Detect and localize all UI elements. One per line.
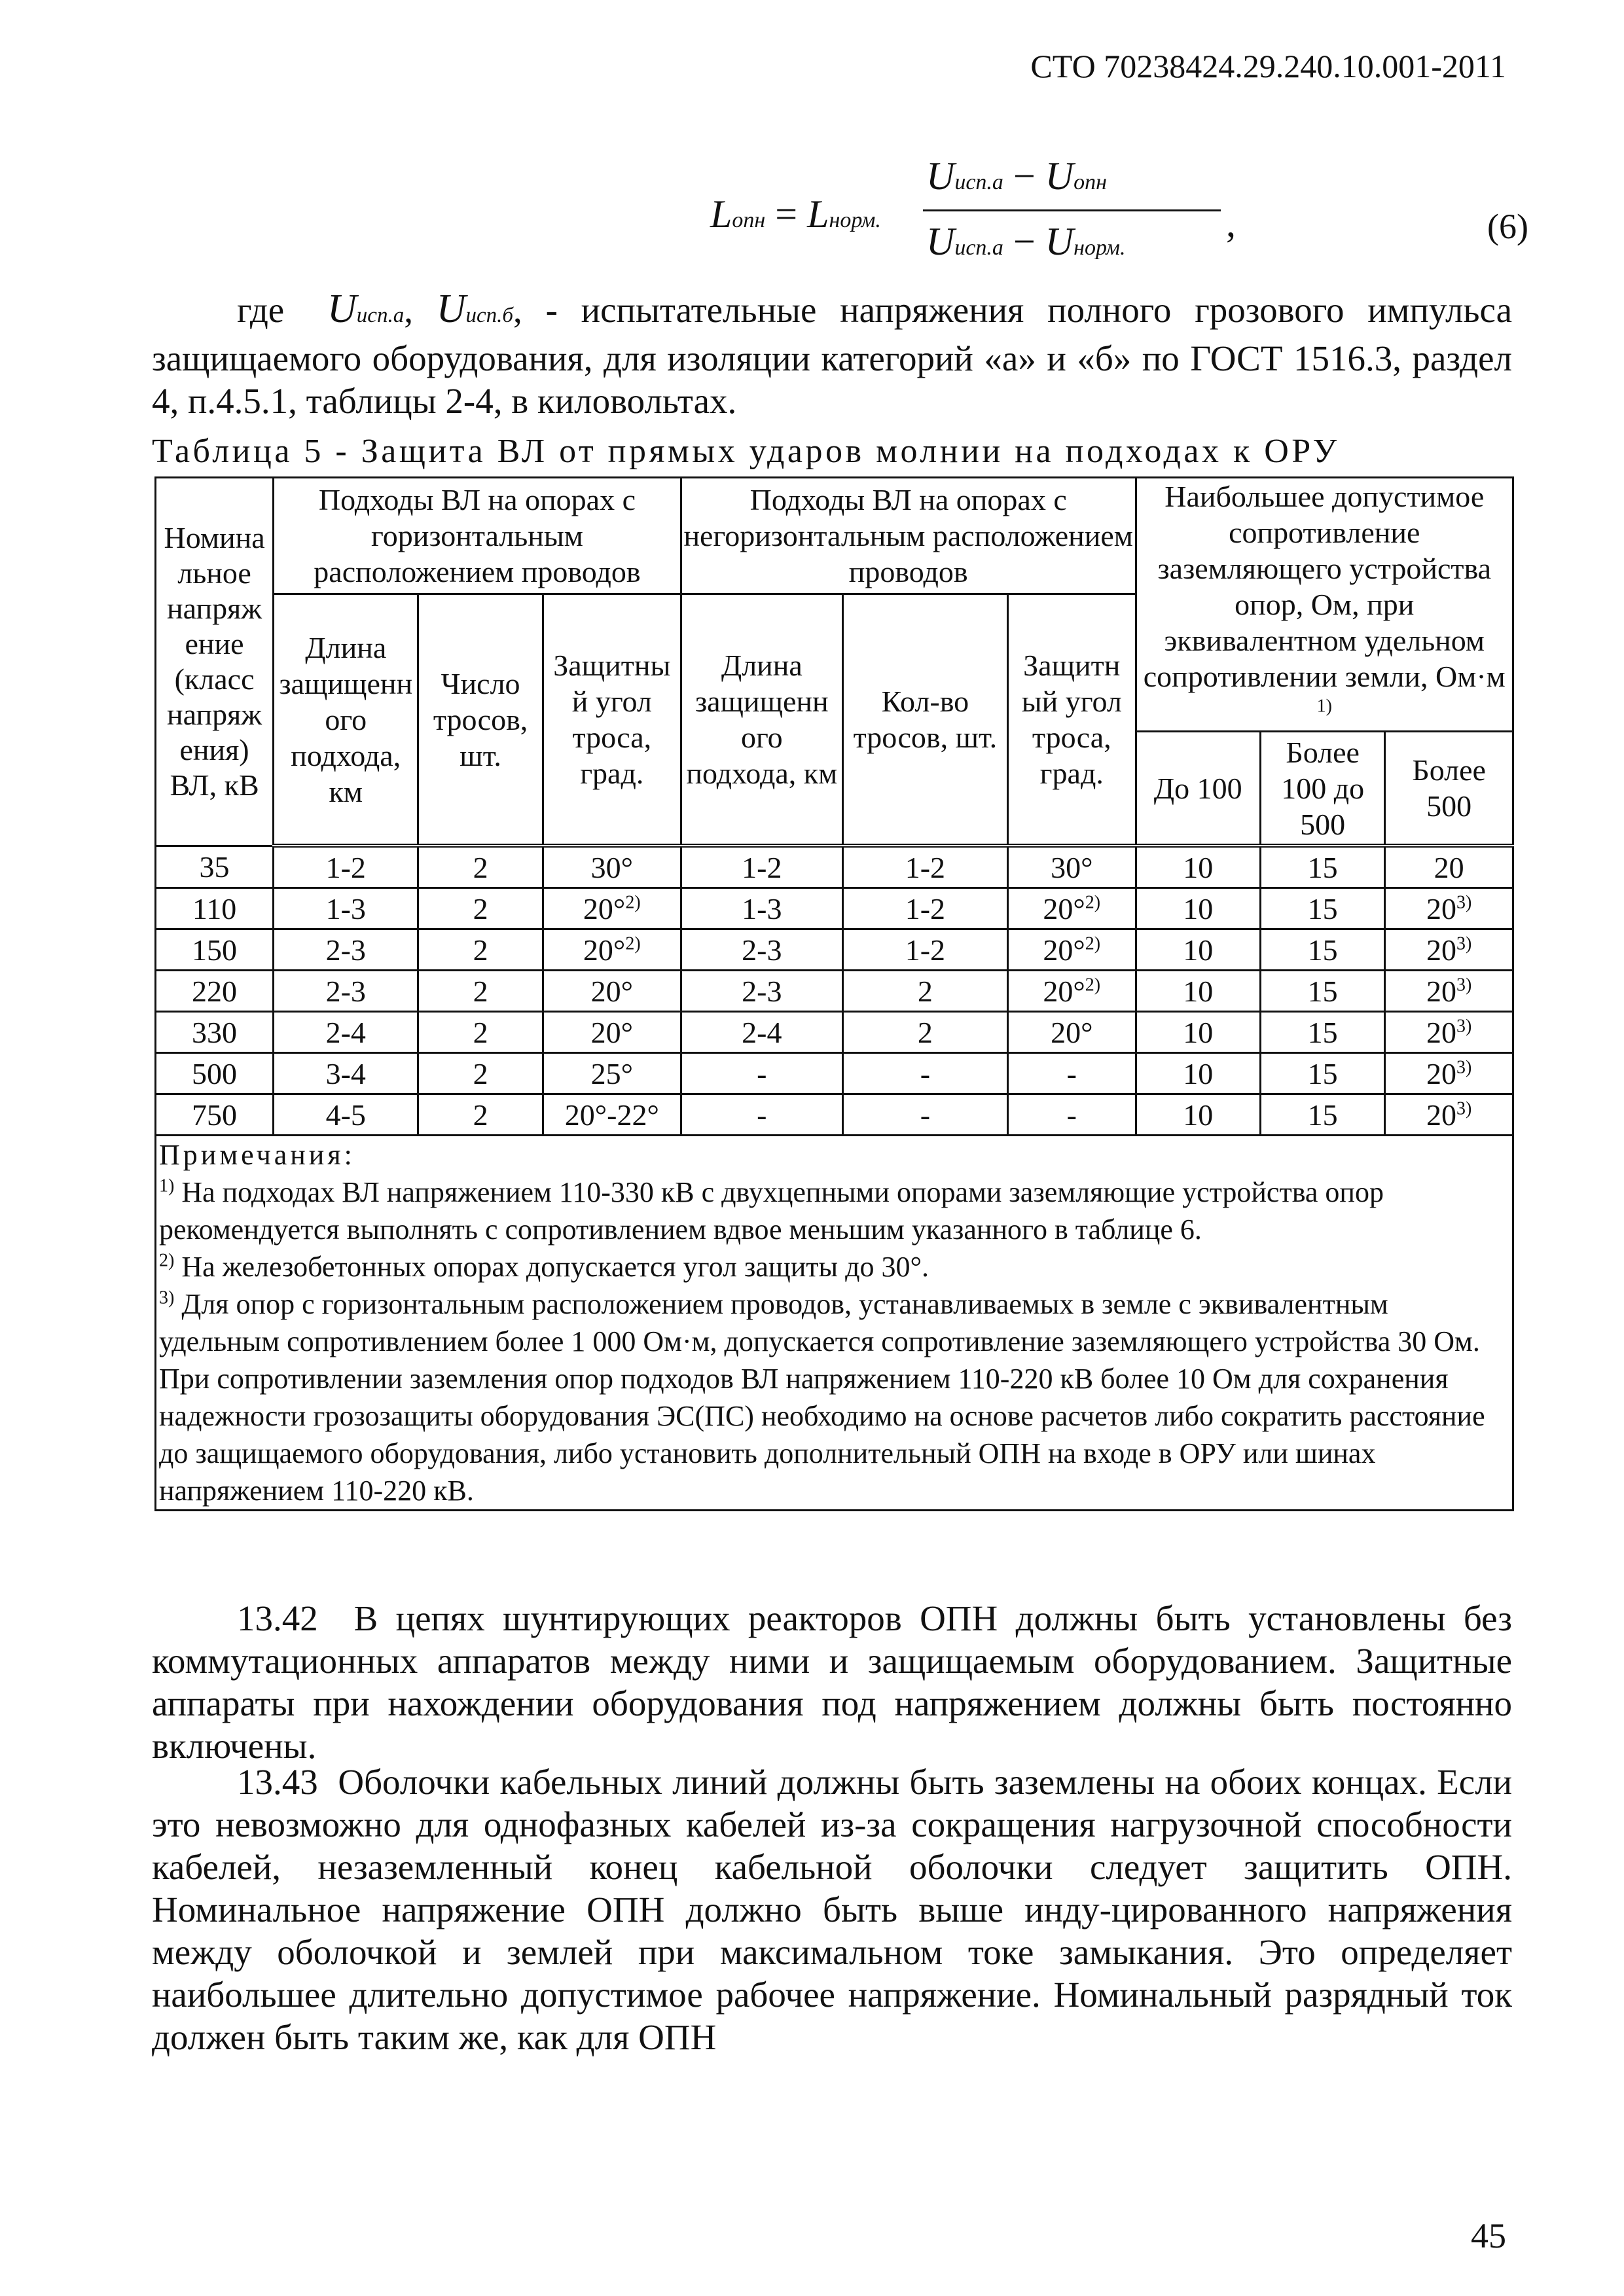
note3-text: Для опор с горизонтальным расположением проводов, устанавливаемых в земле с эквивалентным удельным сопротивлением более 1 000 Ом·м, допускается сопротивление заземляющего устройства 30 Ом. (159, 1288, 1480, 1357)
cell-h-angle-footnote: 2) (625, 892, 641, 913)
cell-n-angle (1007, 1053, 1136, 1094)
cell-r-100-500-value: 15 (1307, 974, 1338, 1008)
cell-r-over500-value: 20 (1426, 933, 1457, 967)
cell-n-cables-value: 2 (917, 974, 933, 1008)
cell-n-angle-footnote: 2) (1085, 892, 1101, 913)
note3-mark: 3) (159, 1287, 175, 1308)
cell-h-cables (418, 1094, 543, 1136)
cell-r-over500-value: 20 (1426, 1098, 1457, 1132)
note2-mark: 2) (159, 1250, 175, 1271)
cell-h-cables (418, 846, 543, 888)
table-row (156, 1012, 1513, 1053)
cell-voltage-value: 110 (192, 891, 237, 925)
cell-n-cables-value: - (920, 1098, 931, 1132)
cell-r-over500 (1385, 1094, 1513, 1136)
cell-n-length (681, 846, 842, 888)
cell-voltage-value: 750 (192, 1098, 238, 1132)
cell-r-upto100-value: 10 (1183, 891, 1214, 925)
cell-r-upto100-value: 10 (1183, 1015, 1214, 1049)
table-row (156, 846, 1513, 888)
cell-h-angle-value: 20° (590, 974, 633, 1008)
cell-n-length (681, 929, 842, 971)
header-n-length: Длина защищенн ого подхода, км (681, 594, 842, 846)
header-r-over500: Более 500 (1385, 732, 1513, 846)
cell-n-cables-value: 1-2 (905, 933, 946, 967)
protection-table (154, 476, 1514, 1511)
cell-n-cables-value: 2 (917, 1015, 933, 1049)
section-13-43 (152, 1761, 1512, 2058)
where-u-a: U (327, 287, 357, 331)
header-h-length: Длина защищенн ого подхода, км (274, 594, 418, 846)
equation-number: (6) (1487, 207, 1528, 246)
cell-h-length-value: 2-4 (325, 1015, 366, 1049)
cell-r-over500 (1385, 1053, 1513, 1094)
cell-n-angle (1007, 971, 1136, 1012)
header-resistance-sup: 1) (1316, 696, 1332, 717)
cell-h-cables (418, 1053, 543, 1094)
where-u-b-sub: исп.б (465, 304, 514, 327)
cell-r-upto100 (1136, 1053, 1260, 1094)
cell-r-upto100-value: 10 (1183, 933, 1214, 967)
formula-denominator (926, 219, 1126, 264)
cell-n-cables (842, 888, 1007, 929)
cell-voltage (156, 971, 274, 1012)
cell-r-upto100 (1136, 888, 1260, 929)
cell-n-length (681, 888, 842, 929)
cell-r-over500 (1385, 1012, 1513, 1053)
cell-r-upto100 (1136, 1012, 1260, 1053)
cell-voltage-value: 500 (192, 1056, 238, 1090)
cell-r-upto100-value: 10 (1183, 1098, 1214, 1132)
header-group-resistance (1136, 478, 1513, 732)
cell-voltage-value: 220 (192, 974, 238, 1008)
cell-r-upto100-value: 10 (1183, 850, 1214, 884)
cell-n-length-value: 1-3 (742, 891, 782, 925)
cell-h-angle (543, 1012, 681, 1053)
cell-voltage (156, 1094, 274, 1136)
cell-h-length-value: 4-5 (325, 1098, 366, 1132)
cell-r-upto100-value: 10 (1183, 1056, 1214, 1090)
cell-n-cables-value: 1-2 (905, 850, 946, 884)
cell-r-upto100 (1136, 929, 1260, 971)
cell-h-angle (543, 846, 681, 888)
header-resistance-text: Наибольшее допустимое сопротивление заземляющего устройства опор, Ом, при эквивалентном удельном сопротивлении земли, Ом·м (1143, 480, 1506, 693)
formula-comma: , (1226, 202, 1236, 245)
cell-r-over500-footnote: 3) (1456, 1016, 1472, 1037)
cell-n-cables-value: 1-2 (905, 891, 946, 925)
cell-n-angle-value: - (1066, 1098, 1077, 1132)
page-number: 45 (1471, 2216, 1506, 2255)
cell-r-over500-footnote: 3) (1456, 1098, 1472, 1119)
cell-n-angle (1007, 888, 1136, 929)
cell-r-100-500 (1260, 888, 1384, 929)
cell-n-angle (1007, 1012, 1136, 1053)
header-n-cables: Кол-во тросов, шт. (842, 594, 1007, 846)
cell-r-100-500 (1260, 846, 1384, 888)
cell-h-angle-value: 30° (590, 850, 633, 884)
cell-r-100-500 (1260, 929, 1384, 971)
note4-text: При сопротивлении заземления опор подходов ВЛ напряжением 110-220 кВ более 10 Ом для сохранения надежности грозозащиты оборудования ЭС(ПС) необходимо на основе расчетов либо сократить расстояние до защищаемого оборудования, либо установить дополнительный ОПН на входе в ОРУ или шинах напряжением 110-220 кВ. (159, 1363, 1485, 1507)
den-u1-sub: исп.а (954, 236, 1003, 260)
fraction-bar (923, 209, 1221, 211)
cell-h-cables-value: 2 (473, 974, 488, 1008)
cell-r-over500 (1385, 971, 1513, 1012)
cell-r-100-500-value: 15 (1307, 1015, 1338, 1049)
cell-r-over500 (1385, 888, 1513, 929)
cell-r-over500-footnote: 3) (1456, 892, 1472, 913)
cell-h-cables-value: 2 (473, 933, 488, 967)
lhs-variable: L (710, 192, 732, 236)
den-minus: − (1013, 220, 1036, 263)
cell-voltage (156, 1053, 274, 1094)
cell-h-cables (418, 888, 543, 929)
cell-h-length-value: 1-3 (325, 891, 366, 925)
cell-n-angle-footnote: 2) (1085, 933, 1101, 954)
cell-n-cables (842, 1012, 1007, 1053)
rhs-subscript: норм. (829, 208, 881, 232)
header-h-cables: Число тросов, шт. (418, 594, 543, 846)
lhs-subscript: опн (732, 208, 766, 232)
cell-n-angle-value: 20° (1043, 974, 1085, 1008)
section-number: 13.42 (237, 1598, 318, 1638)
cell-h-cables (418, 971, 543, 1012)
cell-n-length-value: - (757, 1056, 767, 1090)
cell-n-angle (1007, 846, 1136, 888)
cell-h-length-value: 1-2 (325, 850, 366, 884)
cell-h-angle (543, 971, 681, 1012)
cell-voltage (156, 846, 274, 888)
cell-voltage-value: 35 (199, 850, 230, 884)
section-13-42 (152, 1597, 1512, 1767)
cell-h-cables-value: 2 (473, 850, 488, 884)
cell-h-cables-value: 2 (473, 891, 488, 925)
table-row (156, 971, 1513, 1012)
cell-r-100-500-value: 15 (1307, 1056, 1338, 1090)
cell-n-cables-value: - (920, 1056, 931, 1090)
header-voltage: Номина льное напряж ение (класс напряж ения) ВЛ, кВ (156, 478, 274, 846)
cell-voltage (156, 929, 274, 971)
cell-r-over500-value: 20 (1434, 850, 1464, 884)
cell-voltage-value: 330 (192, 1015, 238, 1049)
where-u-b: U (436, 287, 466, 331)
cell-h-length (274, 929, 418, 971)
cell-n-angle-value: 30° (1051, 850, 1093, 884)
cell-r-over500-value: 20 (1426, 974, 1457, 1008)
den-u1: U (926, 220, 955, 263)
where-u-a-sub: исп.а (356, 304, 405, 327)
cell-h-angle-value: 20° (583, 891, 626, 925)
header-group-nonhorizontal: Подходы ВЛ на опорах с негоризонтальным расположением проводов (681, 478, 1136, 594)
formula-6 (710, 154, 1528, 285)
cell-h-angle-value: 20° (583, 933, 626, 967)
cell-h-length-value: 2-3 (325, 933, 366, 967)
cell-n-angle (1007, 929, 1136, 971)
cell-r-100-500-value: 15 (1307, 1098, 1338, 1132)
cell-voltage (156, 1012, 274, 1053)
cell-r-over500-value: 20 (1426, 891, 1457, 925)
cell-n-angle-value: 20° (1051, 1015, 1093, 1049)
cell-h-length (274, 846, 418, 888)
cell-h-angle-footnote: 2) (625, 933, 641, 954)
cell-r-upto100 (1136, 1094, 1260, 1136)
cell-n-length-value: - (757, 1098, 767, 1132)
cell-r-over500-footnote: 3) (1456, 975, 1472, 996)
cell-h-angle (543, 1053, 681, 1094)
header-r-100-500: Более 100 до 500 (1260, 732, 1384, 846)
cell-r-upto100 (1136, 846, 1260, 888)
cell-n-length-value: 1-2 (742, 850, 782, 884)
cell-n-length-value: 2-3 (742, 974, 782, 1008)
cell-h-cables-value: 2 (473, 1015, 488, 1049)
cell-h-cables-value: 2 (473, 1098, 488, 1132)
cell-r-100-500 (1260, 1094, 1384, 1136)
cell-h-cables (418, 1012, 543, 1053)
cell-n-cables (842, 1094, 1007, 1136)
cell-h-length (274, 1053, 418, 1094)
cell-h-angle (543, 888, 681, 929)
cell-r-100-500-value: 15 (1307, 933, 1338, 967)
header-n-angle: Защитн ый угол троса, град. (1007, 594, 1136, 846)
cell-r-over500-footnote: 3) (1456, 933, 1472, 954)
cell-r-upto100-value: 10 (1183, 974, 1214, 1008)
cell-h-angle-value: 20°-22° (564, 1098, 659, 1132)
cell-n-cables (842, 846, 1007, 888)
cell-r-100-500 (1260, 1012, 1384, 1053)
cell-n-angle-footnote: 2) (1085, 975, 1101, 996)
cell-r-over500 (1385, 846, 1513, 888)
den-u2-sub: норм. (1074, 236, 1126, 260)
cell-n-length (681, 1012, 842, 1053)
cell-r-over500 (1385, 929, 1513, 971)
table-title: Таблица 5 - Защита ВЛ от прямых ударов молнии на подходах к ОРУ (152, 433, 1340, 470)
note1-mark: 1) (159, 1175, 175, 1196)
cell-n-angle-value: 20° (1043, 933, 1085, 967)
formula-numerator (926, 154, 1107, 199)
note2-text: На железобетонных опорах допускается угол защиты до 30°. (181, 1251, 929, 1283)
num-u2-sub: опн (1074, 170, 1107, 194)
where-text: , - испытательные напряжения полного грозового импульса защищаемого оборудования, для изоляции категорий «а» и «б» по ГОСТ 1516.3, раздел 4, п.4.5.1, таблицы 2-4, в киловольтах. (152, 290, 1513, 421)
cell-h-angle-value: 20° (590, 1015, 633, 1049)
cell-h-cables (418, 929, 543, 971)
cell-n-cables (842, 971, 1007, 1012)
cell-r-100-500 (1260, 1053, 1384, 1094)
header-r-upto100: До 100 (1136, 732, 1260, 846)
num-u1: U (926, 154, 955, 198)
cell-n-length (681, 971, 842, 1012)
table-row (156, 1053, 1513, 1094)
cell-r-100-500-value: 15 (1307, 891, 1338, 925)
den-u2: U (1045, 220, 1074, 263)
rhs-variable: L (807, 192, 829, 236)
cell-n-cables (842, 1053, 1007, 1094)
header-h-angle: Защитны й угол троса, град. (543, 594, 681, 846)
num-u2: U (1045, 154, 1074, 198)
cell-r-upto100 (1136, 971, 1260, 1012)
section-text: Оболочки кабельных линий должны быть заземлены на обоих концах. Если это невозможно для однофазных кабелей из-за сокращения нагрузочной способности кабелей, незаземленный конец кабельной оболочки следует защитить ОПН. Номинальное напряжение ОПН должно быть выше инду-цированного напряжения между оболочкой и землей при максимальном токе замыкания. Это определяет наибольшее длительно допустимое рабочее напряжение. Номинальный разрядный ток должен быть таким же, как для ОПН (152, 1762, 1513, 2057)
cell-h-length (274, 1094, 418, 1136)
table-row (156, 888, 1513, 929)
where-paragraph: где Uисп.а, Uисп.б, - испытательные напряжения полного грозового импульса защищаемого оборудования, для изоляции категорий «а» и «б» по ГОСТ 1516.3, раздел 4, п.4.5.1, таблицы 2-4, в киловольтах. (152, 287, 1513, 421)
cell-r-over500-value: 20 (1426, 1056, 1457, 1090)
cell-n-angle-value: 20° (1043, 891, 1085, 925)
cell-h-cables-value: 2 (473, 1056, 488, 1090)
cell-h-length (274, 888, 418, 929)
document-code: СТО 70238424.29.240.10.001-2011 (1030, 48, 1506, 84)
notes-caption: Примечания: (159, 1139, 355, 1171)
table-row (156, 1094, 1513, 1136)
cell-n-length (681, 1094, 842, 1136)
cell-h-angle (543, 929, 681, 971)
cell-r-over500-footnote: 3) (1456, 1057, 1472, 1078)
cell-h-length-value: 2-3 (325, 974, 366, 1008)
cell-voltage-value: 150 (192, 933, 238, 967)
cell-r-100-500 (1260, 971, 1384, 1012)
cell-n-angle-value: - (1066, 1056, 1077, 1090)
cell-n-cables (842, 929, 1007, 971)
cell-h-angle (543, 1094, 681, 1136)
cell-h-angle-value: 25° (590, 1056, 633, 1090)
section-text: В цепях шунтирующих реакторов ОПН должны быть установлены без коммутационных аппаратов между ними и защищаемым оборудованием. Защитные аппараты при нахождении оборудования под напряжением должны быть постоянно включены. (152, 1598, 1512, 1766)
cell-n-length (681, 1053, 842, 1094)
table-notes (156, 1136, 1513, 1511)
cell-r-100-500-value: 15 (1307, 850, 1338, 884)
cell-voltage (156, 888, 274, 929)
table-row (156, 929, 1513, 971)
cell-h-length (274, 1012, 418, 1053)
cell-r-over500-value: 20 (1426, 1015, 1457, 1049)
cell-h-length-value: 3-4 (325, 1056, 366, 1090)
cell-n-length-value: 2-4 (742, 1015, 782, 1049)
num-minus: − (1013, 154, 1036, 198)
formula-lhs: Lопн = Lнорм. (710, 192, 881, 236)
where-prefix: где (237, 290, 285, 330)
header-group-horizontal: Подходы ВЛ на опорах с горизонтальным расположением проводов (274, 478, 681, 594)
cell-n-length-value: 2-3 (742, 933, 782, 967)
section-number: 13.43 (237, 1762, 318, 1802)
note1-text: На подходах ВЛ напряжением 110-330 кВ с двухцепными опорами заземляющие устройства опор рекомендуется выполнять с сопротивлением вдвое меньшим указанного в таблице 6. (159, 1176, 1384, 1246)
cell-n-angle (1007, 1094, 1136, 1136)
num-u1-sub: исп.а (954, 170, 1003, 194)
cell-h-length (274, 971, 418, 1012)
